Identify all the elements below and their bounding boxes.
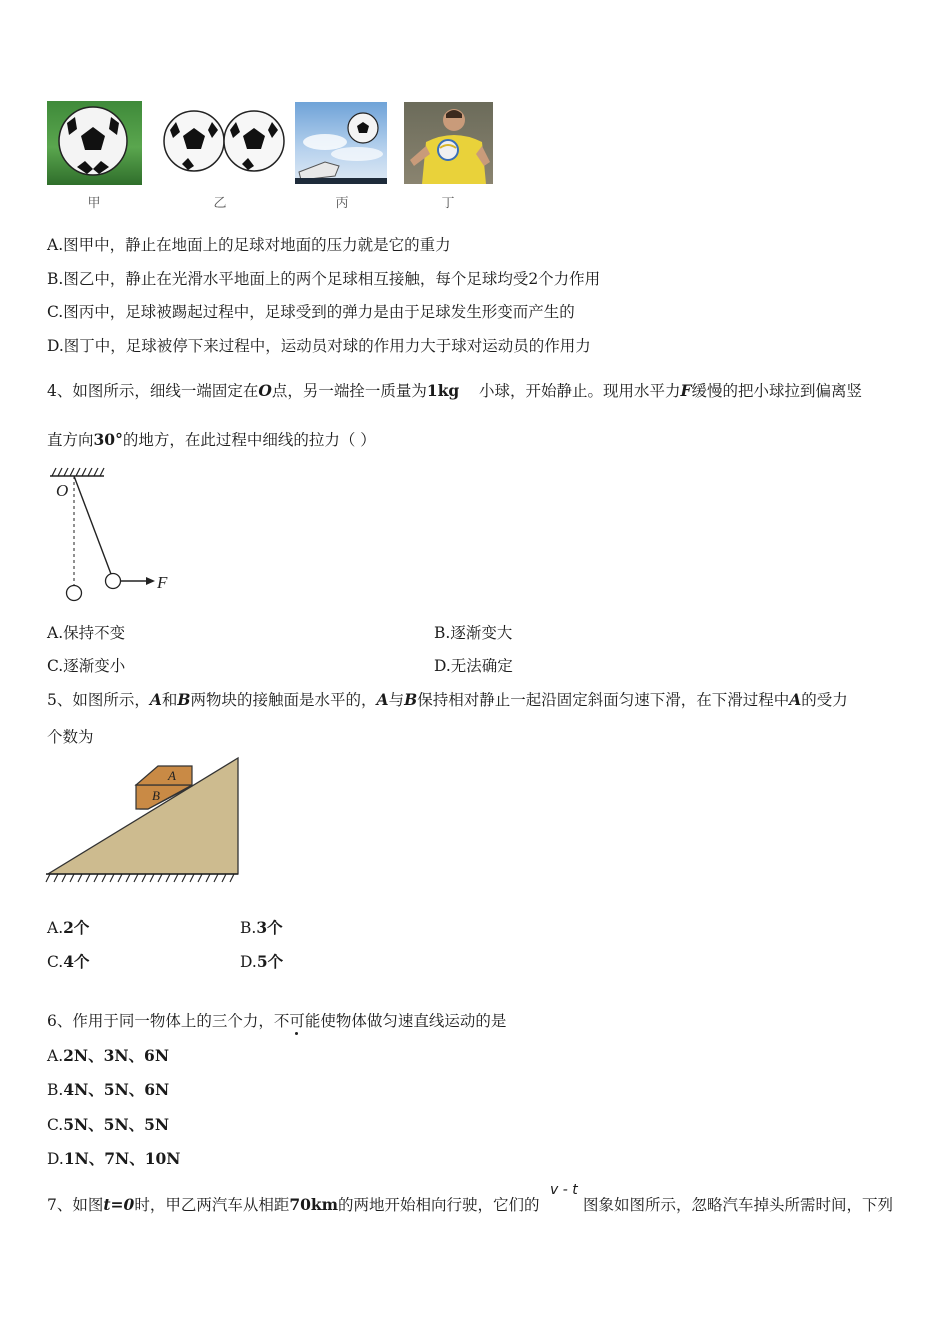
incline-label-b: B (152, 788, 160, 803)
q7-stem-part1: 7、如图t=0时，甲乙两汽车从相距70km的两地开始相向行驶，它们的 (47, 1195, 540, 1214)
kicked-ball-icon (295, 102, 387, 184)
q5-option-b: B.3个 (240, 918, 283, 937)
q4-option-b: B.逐渐变大 (434, 624, 513, 642)
pendulum-label-f: F (157, 573, 168, 592)
q4-stem-line1: 4、如图所示，细线一端固定在O点，另一端拴一质量为1kg 小球，开始静止。现用水平力F缓慢的把小球拉到偏离竖 (47, 381, 863, 400)
q6-option-b: B.4N、5N、6N (47, 1080, 170, 1099)
q5-stem-line2: 个数为 (47, 728, 94, 746)
q5-stem-line1: 5、如图所示，A和B两物块的接触面是水平的，A与B保持相对静止一起沿固定斜面匀速下滑，在下滑过程中A的受力 (47, 690, 848, 709)
photo-yi (162, 108, 286, 174)
pendulum-figure (44, 462, 184, 608)
q6-stem: 6、作用于同一物体上的三个力，不可能使物体做匀速直线运动的是 (47, 1012, 507, 1030)
q6-option-d: D.1N、7N、10N (47, 1149, 181, 1168)
incline-label-a: A (168, 768, 176, 783)
q5-option-a: A.2个 (47, 918, 90, 937)
q3-option-a: A.图甲中，静止在地面上的足球对地面的压力就是它的重力 (47, 236, 451, 254)
q4-option-c: C.逐渐变小 (47, 657, 126, 675)
q4-option-a: A.保持不变 (47, 624, 126, 642)
player-chest-trap-icon (404, 102, 493, 184)
q7-stem-part2: 图象如图所示，忽略汽车掉头所需时间，下列 (583, 1196, 894, 1214)
q3-option-b: B.图乙中，静止在光滑水平地面上的两个足球相互接触，每个足球均受2个力作用 (47, 270, 601, 288)
caption-ding: 丁 (441, 196, 455, 211)
photo-ding (404, 102, 493, 184)
q6-option-c: C.5N、5N、5N (47, 1115, 170, 1134)
q4-stem-line2: 直方向30°的地方，在此过程中细线的拉力（ ） (47, 430, 376, 449)
two-soccer-balls-icon (162, 108, 286, 174)
pendulum-label-o: O (56, 481, 69, 500)
caption-yi: 乙 (213, 196, 227, 211)
soccer-ball-icon (47, 101, 142, 185)
q6-emphasis-dot (295, 1032, 298, 1035)
incline-figure (44, 752, 244, 884)
q5-option-c: C.4个 (47, 952, 90, 971)
q5-option-d: D.5个 (240, 952, 284, 971)
q6-option-a: A.2N、3N、6N (47, 1046, 169, 1065)
photo-jia (47, 101, 142, 185)
q3-option-c: C.图丙中，足球被踢起过程中，足球受到的弹力是由于足球发生形变而产生的 (47, 303, 575, 321)
q3-option-d: D.图丁中，足球被停下来过程中，运动员对球的作用力大于球对运动员的作用力 (47, 337, 591, 355)
photo-bing (295, 102, 387, 184)
caption-jia: 甲 (87, 196, 101, 211)
caption-bing: 丙 (335, 196, 349, 211)
q4-option-d: D.无法确定 (434, 657, 513, 675)
q7-vt-symbol: v - t (550, 1182, 578, 1198)
